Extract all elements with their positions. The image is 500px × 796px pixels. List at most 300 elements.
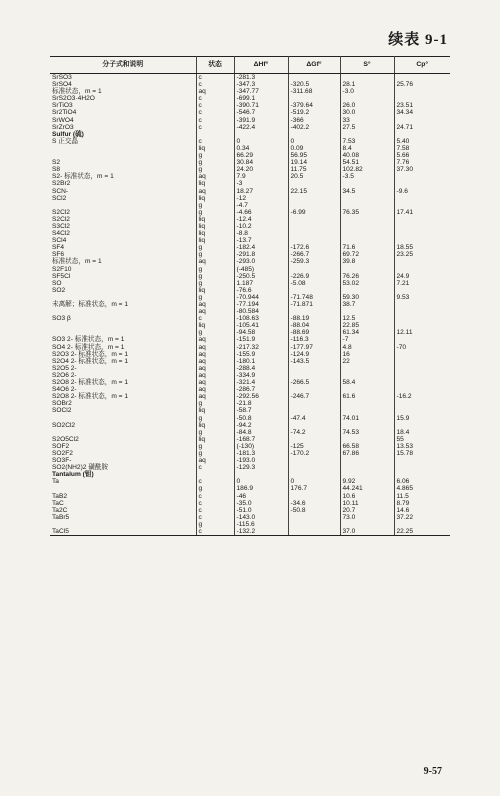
table-row xyxy=(50,138,450,145)
cell-enthalpy: (-485) xyxy=(234,266,288,273)
cell-heat-capacity: 11.5 xyxy=(396,492,409,500)
cell-gibbs: 176.7 xyxy=(288,485,340,492)
cell-state: liq xyxy=(196,287,234,294)
cell-formula: SOF2 xyxy=(50,443,196,450)
cell-enthalpy: -51.0 xyxy=(234,507,288,514)
cell-entropy: 74.01 xyxy=(340,415,394,422)
cell-entropy xyxy=(340,237,394,244)
cell-state: g xyxy=(196,152,234,159)
cell-gibbs: -379.64 xyxy=(288,102,340,109)
table-row xyxy=(50,237,450,244)
cell-enthalpy: -12.4 xyxy=(234,216,288,223)
cell-gibbs: -519.2 xyxy=(288,109,340,116)
cell-entropy xyxy=(340,464,394,471)
table-row xyxy=(50,478,450,485)
cell-formula: S8 xyxy=(50,166,196,173)
table-row xyxy=(50,514,450,521)
table-row xyxy=(50,251,450,258)
cell-heat-capacity xyxy=(394,287,450,294)
header-entropy: S° xyxy=(340,57,394,74)
cell-heat-capacity: 18.55 xyxy=(396,244,414,252)
table-row xyxy=(50,230,450,237)
cell-gibbs: -88.19 xyxy=(288,315,340,322)
cell-formula: SO xyxy=(50,280,196,287)
cell-formula xyxy=(50,429,196,436)
cell-enthalpy: -347.77 xyxy=(234,88,288,95)
cell-formula: S2Cl2 xyxy=(50,209,196,216)
cell-enthalpy: -108.63 xyxy=(234,315,288,322)
cell-state: aq xyxy=(196,372,234,379)
table-row xyxy=(50,372,450,379)
table-row xyxy=(50,528,450,536)
table-row xyxy=(50,223,450,230)
cell-state: c xyxy=(196,95,234,102)
cell-enthalpy: -84.8 xyxy=(234,429,288,436)
table-row xyxy=(50,152,450,159)
cell-gibbs: -116.3 xyxy=(288,336,340,343)
cell-heat-capacity xyxy=(394,372,450,379)
cell-gibbs xyxy=(288,457,340,464)
cell-state: aq xyxy=(196,344,234,351)
cell-state: g xyxy=(196,209,234,216)
cell-state: liq xyxy=(196,145,234,152)
cell-heat-capacity: 7.58 xyxy=(396,144,410,152)
cell-enthalpy: -58.7 xyxy=(234,407,288,414)
cell-gibbs: -5.08 xyxy=(288,280,340,287)
cell-enthalpy: -291.8 xyxy=(234,251,288,258)
cell-entropy: 22.85 xyxy=(340,322,394,329)
cell-enthalpy: -288.4 xyxy=(234,365,288,372)
cell-formula: SO2F2 xyxy=(50,450,196,457)
cell-enthalpy: -281.3 xyxy=(234,74,288,82)
cell-gibbs xyxy=(288,95,340,102)
cell-state: c xyxy=(196,117,234,124)
cell-entropy: 12.5 xyxy=(340,315,394,322)
cell-heat-capacity xyxy=(394,471,450,478)
cell-formula: S2 xyxy=(50,159,196,166)
cell-state: g xyxy=(196,450,234,457)
cell-state: g xyxy=(196,251,234,258)
cell-formula: S4O6 2- xyxy=(50,386,196,393)
cell-entropy: 39.8 xyxy=(340,258,394,265)
cell-enthalpy: -94.2 xyxy=(234,422,288,429)
cell-entropy: -7 xyxy=(340,336,394,343)
cell-heat-capacity: 37.22 xyxy=(396,513,414,521)
cell-state: aq xyxy=(196,351,234,358)
cell-formula: SF6 xyxy=(50,251,196,258)
cell-enthalpy: -391.9 xyxy=(234,117,288,124)
cell-formula: SF4 xyxy=(50,244,196,251)
cell-state: g xyxy=(196,244,234,251)
table-row xyxy=(50,400,450,407)
table-row xyxy=(50,102,450,109)
cell-heat-capacity: 6.06 xyxy=(396,478,410,486)
cell-entropy: 71.6 xyxy=(340,244,394,251)
cell-gibbs: 0 xyxy=(288,478,340,485)
cell-formula: TaB2 xyxy=(50,493,196,500)
cell-enthalpy: -94.58 xyxy=(234,329,288,336)
cell-enthalpy: -8.8 xyxy=(234,230,288,237)
table-row xyxy=(50,351,450,358)
cell-enthalpy: -193.0 xyxy=(234,457,288,464)
cell-enthalpy: -347.3 xyxy=(234,81,288,88)
cell-state: g xyxy=(196,521,234,528)
cell-gibbs xyxy=(288,514,340,521)
cell-gibbs: -143.5 xyxy=(288,358,340,365)
table-row xyxy=(50,216,450,223)
table-row xyxy=(50,443,450,450)
cell-state: c xyxy=(196,528,234,536)
cell-heat-capacity: 55 xyxy=(396,435,404,443)
cell-entropy: 9.92 xyxy=(340,478,394,485)
table-row xyxy=(50,173,450,180)
cell-formula: SOBr2 xyxy=(50,400,196,407)
cell-state: g xyxy=(196,443,234,450)
cell-enthalpy: -10.2 xyxy=(234,223,288,230)
cell-enthalpy: (-130) xyxy=(234,443,288,450)
cell-enthalpy: -293.0 xyxy=(234,258,288,265)
cell-enthalpy: 0 xyxy=(234,138,288,145)
cell-heat-capacity xyxy=(394,230,450,237)
cell-heat-capacity: 17.41 xyxy=(396,208,414,216)
table-row xyxy=(50,393,450,400)
cell-enthalpy: -286.7 xyxy=(234,386,288,393)
table-row xyxy=(50,81,450,88)
table-row xyxy=(50,74,450,82)
cell-enthalpy: -13.7 xyxy=(234,237,288,244)
table-row xyxy=(50,180,450,187)
cell-entropy: 4.8 xyxy=(340,344,394,351)
cell-state: g xyxy=(196,266,234,273)
table-row xyxy=(50,109,450,116)
cell-enthalpy: -50.8 xyxy=(234,415,288,422)
cell-state: g xyxy=(196,329,234,336)
cell-formula: SO2(NH2)2 磺酰胺 xyxy=(50,464,196,471)
cell-enthalpy: 0.34 xyxy=(234,145,288,152)
cell-formula: Tantalum (钽) xyxy=(50,471,196,478)
cell-formula: SCl4 xyxy=(50,237,196,244)
table-row xyxy=(50,117,450,124)
cell-formula xyxy=(50,145,196,152)
cell-gibbs xyxy=(288,464,340,471)
cell-enthalpy: 1.187 xyxy=(234,280,288,287)
cell-entropy: 27.5 xyxy=(340,124,394,131)
table-row xyxy=(50,244,450,251)
cell-entropy: 69.72 xyxy=(340,251,394,258)
cell-formula xyxy=(50,521,196,528)
cell-formula: S2O8 2- 标准状态，m = 1 xyxy=(50,393,196,400)
cell-state: g xyxy=(196,400,234,407)
cell-heat-capacity xyxy=(394,195,450,202)
cell-entropy xyxy=(340,400,394,407)
table-row xyxy=(50,450,450,457)
cell-formula: S2O5Cl2 xyxy=(50,436,196,443)
cell-entropy: 59.30 xyxy=(340,294,394,301)
cell-entropy xyxy=(340,131,394,138)
cell-heat-capacity xyxy=(394,173,450,180)
cell-state: g xyxy=(196,159,234,166)
cell-heat-capacity: -70 xyxy=(396,343,407,351)
cell-entropy xyxy=(340,266,394,273)
cell-formula: TaC xyxy=(50,500,196,507)
cell-heat-capacity xyxy=(394,180,450,187)
table-row xyxy=(50,188,450,195)
cell-gibbs: -320.5 xyxy=(288,81,340,88)
cell-heat-capacity xyxy=(394,315,450,322)
cell-gibbs: -226.9 xyxy=(288,273,340,280)
cell-state: liq xyxy=(196,237,234,244)
table-row xyxy=(50,322,450,329)
cell-entropy xyxy=(340,386,394,393)
cell-entropy: -3.5 xyxy=(340,173,394,180)
cell-enthalpy xyxy=(234,471,288,478)
cell-state: liq xyxy=(196,180,234,187)
cell-entropy xyxy=(340,223,394,230)
cell-heat-capacity xyxy=(394,464,450,471)
cell-heat-capacity xyxy=(394,521,450,528)
cell-formula xyxy=(50,152,196,159)
cell-enthalpy: -46 xyxy=(234,493,288,500)
cell-heat-capacity: 12.11 xyxy=(396,329,413,337)
cell-entropy xyxy=(340,216,394,223)
cell-gibbs: -402.2 xyxy=(288,124,340,131)
cell-entropy: 66.58 xyxy=(340,443,394,450)
cell-entropy xyxy=(340,202,394,209)
cell-entropy xyxy=(340,180,394,187)
cell-formula: SrSO3 xyxy=(50,74,196,82)
cell-formula: S2O3 2- 标准状态，m = 1 xyxy=(50,351,196,358)
cell-heat-capacity: 34.34 xyxy=(396,109,414,117)
cell-enthalpy: 7.9 xyxy=(234,173,288,180)
cell-formula xyxy=(50,202,196,209)
cell-formula: SrS2O3·4H2O xyxy=(50,95,196,102)
table-row xyxy=(50,500,450,507)
cell-enthalpy: -12 xyxy=(234,195,288,202)
cell-state: c xyxy=(196,109,234,116)
cell-gibbs: -34.6 xyxy=(288,500,340,507)
table-row xyxy=(50,124,450,131)
cell-enthalpy: 30.84 xyxy=(234,159,288,166)
cell-heat-capacity xyxy=(394,379,450,386)
cell-state: c xyxy=(196,507,234,514)
cell-entropy: 38.7 xyxy=(340,301,394,308)
cell-gibbs: -71.748 xyxy=(288,294,340,301)
table-row xyxy=(50,308,450,315)
table-row xyxy=(50,294,450,301)
cell-entropy xyxy=(340,74,394,82)
cell-gibbs xyxy=(288,436,340,443)
cell-entropy xyxy=(340,471,394,478)
cell-entropy: 58.4 xyxy=(340,379,394,386)
cell-formula: Sr2TiO4 xyxy=(50,109,196,116)
cell-entropy xyxy=(340,308,394,315)
cell-formula xyxy=(50,322,196,329)
cell-formula: SO4 2- 标准状态，m = 1 xyxy=(50,344,196,351)
cell-formula: S2O5 2- xyxy=(50,365,196,372)
cell-heat-capacity xyxy=(394,301,450,308)
cell-heat-capacity: 24.71 xyxy=(396,123,414,131)
cell-state: c xyxy=(196,102,234,109)
cell-heat-capacity: 18.4 xyxy=(396,428,410,436)
cell-entropy: 16 xyxy=(340,351,394,358)
cell-formula: TaBr5 xyxy=(50,514,196,521)
cell-heat-capacity xyxy=(394,336,450,343)
cell-gibbs xyxy=(288,131,340,138)
cell-enthalpy: 18.27 xyxy=(234,188,288,195)
table-row xyxy=(50,301,450,308)
cell-entropy: 44.241 xyxy=(340,485,394,492)
header-state: 状态 xyxy=(196,57,234,74)
cell-gibbs xyxy=(288,74,340,82)
cell-gibbs: 19.14 xyxy=(288,159,340,166)
cell-state: c xyxy=(196,74,234,82)
table-row xyxy=(50,358,450,365)
table-row xyxy=(50,507,450,514)
cell-heat-capacity xyxy=(394,237,450,244)
cell-gibbs: -50.8 xyxy=(288,507,340,514)
cell-gibbs: -125 xyxy=(288,443,340,450)
cell-gibbs: -47.4 xyxy=(288,415,340,422)
cell-formula xyxy=(50,415,196,422)
cell-state: c xyxy=(196,478,234,485)
cell-heat-capacity xyxy=(394,131,450,138)
cell-heat-capacity xyxy=(394,74,450,82)
cell-entropy xyxy=(340,195,394,202)
cell-formula: SCl2 xyxy=(50,195,196,202)
cell-entropy: 102.82 xyxy=(340,166,394,173)
cell-entropy: 76.26 xyxy=(340,273,394,280)
cell-formula xyxy=(50,308,196,315)
cell-gibbs: 0 xyxy=(288,138,340,145)
cell-enthalpy: -321.4 xyxy=(234,379,288,386)
cell-heat-capacity: 7.76 xyxy=(396,159,410,167)
cell-formula: S3Cl2 xyxy=(50,223,196,230)
cell-enthalpy: -3 xyxy=(234,180,288,187)
cell-heat-capacity: 14.6 xyxy=(396,506,410,514)
table-row xyxy=(50,88,450,95)
cell-gibbs: 56.95 xyxy=(288,152,340,159)
cell-formula: SF5Cl xyxy=(50,273,196,280)
cell-heat-capacity xyxy=(394,422,450,429)
cell-enthalpy: 0 xyxy=(234,478,288,485)
cell-formula: S 正交晶 xyxy=(50,138,196,145)
cell-state: g xyxy=(196,166,234,173)
cell-formula: SO3 β xyxy=(50,315,196,322)
cell-heat-capacity: 23.51 xyxy=(396,102,414,110)
cell-gibbs xyxy=(288,195,340,202)
cell-gibbs xyxy=(288,528,340,536)
cell-entropy: 28.1 xyxy=(340,81,394,88)
cell-gibbs: -6.99 xyxy=(288,209,340,216)
cell-enthalpy: -292.56 xyxy=(234,393,288,400)
cell-state: liq xyxy=(196,422,234,429)
cell-formula: TaCl5 xyxy=(50,528,196,536)
cell-heat-capacity: 8.79 xyxy=(396,499,410,507)
cell-gibbs: -311.68 xyxy=(288,88,340,95)
cell-entropy xyxy=(340,457,394,464)
table-row xyxy=(50,209,450,216)
cell-heat-capacity xyxy=(394,88,450,95)
table-row xyxy=(50,429,450,436)
cell-enthalpy: -4.7 xyxy=(234,202,288,209)
cell-enthalpy: -70.944 xyxy=(234,294,288,301)
table-row xyxy=(50,415,450,422)
cell-formula: 标准状态，m = 1 xyxy=(50,88,196,95)
cell-enthalpy: -105.41 xyxy=(234,322,288,329)
cell-state: aq xyxy=(196,457,234,464)
cell-enthalpy: -390.71 xyxy=(234,102,288,109)
cell-gibbs: -172.6 xyxy=(288,244,340,251)
cell-gibbs xyxy=(288,287,340,294)
cell-state: aq xyxy=(196,336,234,343)
cell-state: c xyxy=(196,138,234,145)
cell-state: c xyxy=(196,493,234,500)
cell-entropy: 26.0 xyxy=(340,102,394,109)
cell-gibbs: -74.2 xyxy=(288,429,340,436)
table-row xyxy=(50,422,450,429)
table-row xyxy=(50,464,450,471)
cell-formula: S2Br2 xyxy=(50,180,196,187)
cell-state: aq xyxy=(196,379,234,386)
cell-state: aq xyxy=(196,258,234,265)
cell-gibbs xyxy=(288,230,340,237)
table-row xyxy=(50,95,450,102)
cell-heat-capacity xyxy=(394,258,450,265)
cell-gibbs xyxy=(288,237,340,244)
cell-gibbs: -259.3 xyxy=(288,258,340,265)
cell-entropy: 37.0 xyxy=(340,528,394,536)
cell-enthalpy: -35.0 xyxy=(234,500,288,507)
cell-formula: SrWO4 xyxy=(50,117,196,124)
cell-enthalpy xyxy=(234,131,288,138)
cell-entropy: 10.11 xyxy=(340,500,394,507)
cell-heat-capacity: 15.9 xyxy=(396,414,410,422)
cell-state xyxy=(196,131,234,138)
cell-entropy: 22 xyxy=(340,358,394,365)
cell-heat-capacity xyxy=(394,216,450,223)
cell-heat-capacity xyxy=(394,266,450,273)
cell-enthalpy: -334.9 xyxy=(234,372,288,379)
thermo-data-table xyxy=(50,56,450,536)
cell-entropy xyxy=(340,287,394,294)
cell-entropy: 67.86 xyxy=(340,450,394,457)
cell-state: g xyxy=(196,280,234,287)
cell-formula: SrTiO3 xyxy=(50,102,196,109)
table-row xyxy=(50,273,450,280)
cell-state: c xyxy=(196,514,234,521)
cell-gibbs xyxy=(288,493,340,500)
cell-state: liq xyxy=(196,322,234,329)
cell-formula: SrZrO3 xyxy=(50,124,196,131)
table-row xyxy=(50,379,450,386)
cell-state: aq xyxy=(196,301,234,308)
cell-entropy: 30.0 xyxy=(340,109,394,116)
cell-enthalpy: -151.9 xyxy=(234,336,288,343)
cell-enthalpy: -168.7 xyxy=(234,436,288,443)
cell-entropy: 61.34 xyxy=(340,329,394,336)
table-row xyxy=(50,159,450,166)
cell-enthalpy: -422.4 xyxy=(234,124,288,131)
cell-state: aq xyxy=(196,88,234,95)
cell-formula: Sulfur (硫) xyxy=(50,131,196,138)
table-row xyxy=(50,365,450,372)
cell-enthalpy: -181.3 xyxy=(234,450,288,457)
table-row xyxy=(50,287,450,294)
cell-enthalpy: -132.2 xyxy=(234,528,288,536)
cell-heat-capacity: -16.2 xyxy=(396,393,412,401)
cell-entropy: 76.35 xyxy=(340,209,394,216)
cell-formula: SO3 2- 标准状态，m = 1 xyxy=(50,336,196,343)
